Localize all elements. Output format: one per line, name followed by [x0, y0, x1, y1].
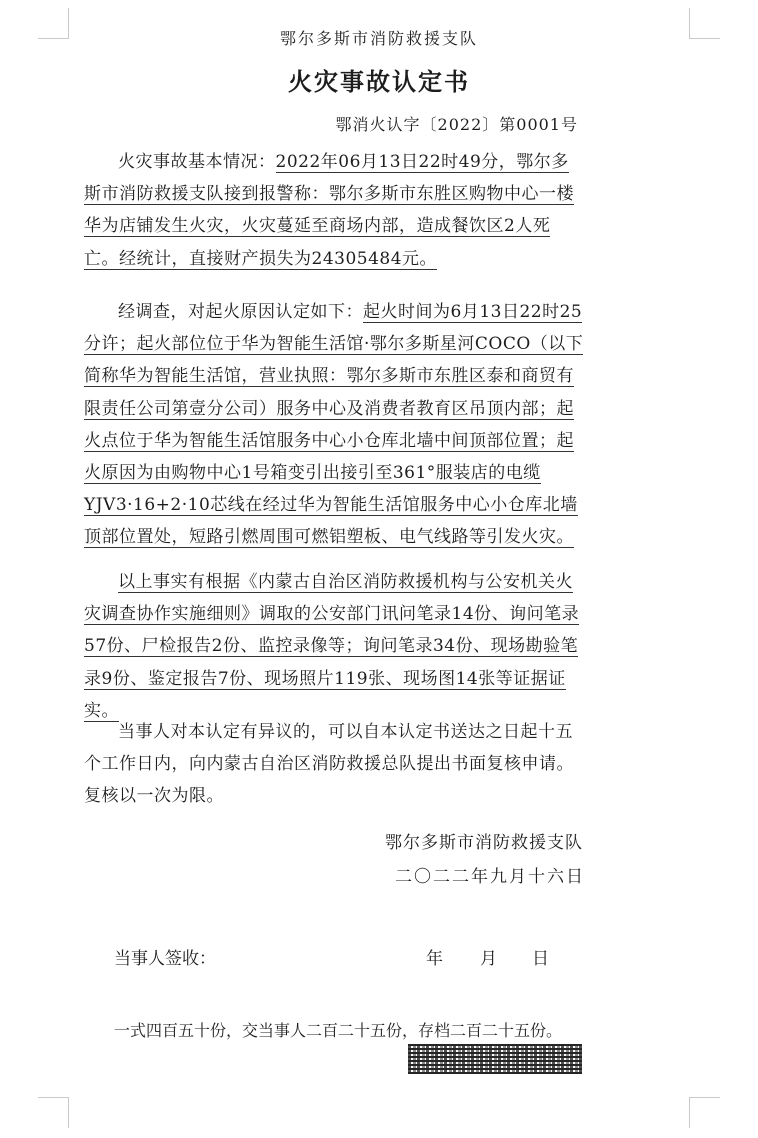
signature-organization: 鄂尔多斯市消防救援支队 — [385, 833, 583, 853]
copies-note: 一式四百五十份，交当事人二百二十五份，存档二百二十五份。 — [114, 1021, 563, 1040]
paragraph-lead: 经调查，对起火原因认定如下： — [118, 302, 363, 322]
paragraph-lead: 火灾事故基本情况： — [118, 152, 276, 172]
document-number: 鄂消火认字〔2022〕第0001号 — [335, 115, 578, 134]
paragraph-text: 当事人对本认定有异议的，可以自本认定书送达之日起十五个工作日内，向内蒙古自治区消防救援总队提出书面复核申请。复核以一次为限。 — [84, 722, 574, 807]
paragraph-text: 2022年06月13日22时49分，鄂尔多斯市消防救援支队接到报警称：鄂尔多斯市东胜区购物中心一楼华为店铺发生火灾，火灾蔓延至商场内部，造成餐饮区2人死亡。经统计，直接财产损失为24305484元。 — [84, 152, 574, 269]
paragraph-evidence — [84, 566, 584, 727]
paragraph-cause — [84, 296, 584, 554]
barcode-image — [408, 1044, 582, 1074]
paragraph-text: 起火时间为6月13日22时25分许；起火部位位于华为智能生活馆·鄂尔多斯星河COCO（以下简称华为智能生活馆，营业执照：鄂尔多斯市东胜区泰和商贸有限责任公司第壹分公司）服务中心及消费者教育区吊顶内部；起火点位于华为智能生活馆服务中心小仓库北墙中间顶部位置；起火原因为由购物中心1号箱变引出接引至361°服装店的电缆YJV3·16+2·10芯线在经过华为智能生活馆服务中心小仓库北墙顶部位置处，短路引燃周围可燃铝塑板、电气线路等引发火灾。 — [84, 302, 584, 548]
issuing-organization: 鄂尔多斯市消防救援支队 — [279, 29, 478, 48]
page-title: 火灾事故认定书 — [288, 68, 470, 96]
paragraph-basic-situation — [84, 146, 584, 275]
receipt-label: 当事人签收： — [114, 949, 216, 969]
signature-date: 二〇二二年九月十六日 — [395, 867, 585, 887]
receipt-day: 日 — [532, 949, 549, 969]
receipt-month: 月 — [480, 949, 497, 969]
paragraph-text: 以上事实有根据《内蒙古自治区消防救援机构与公安机关火灾调查协作实施细则》调取的公安部门讯问笔录14份、询问笔录57份、尸检报告2份、监控录像等；询问笔录34份、现场勘验笔录9份、鉴定报告7份、现场照片119张、现场图14张等证据证实。 — [84, 572, 580, 721]
crop-mark-bottom-right — [689, 1097, 720, 1128]
paragraph-appeal — [84, 716, 584, 813]
receipt-year: 年 — [426, 949, 443, 969]
crop-mark-bottom-left — [38, 1097, 69, 1128]
